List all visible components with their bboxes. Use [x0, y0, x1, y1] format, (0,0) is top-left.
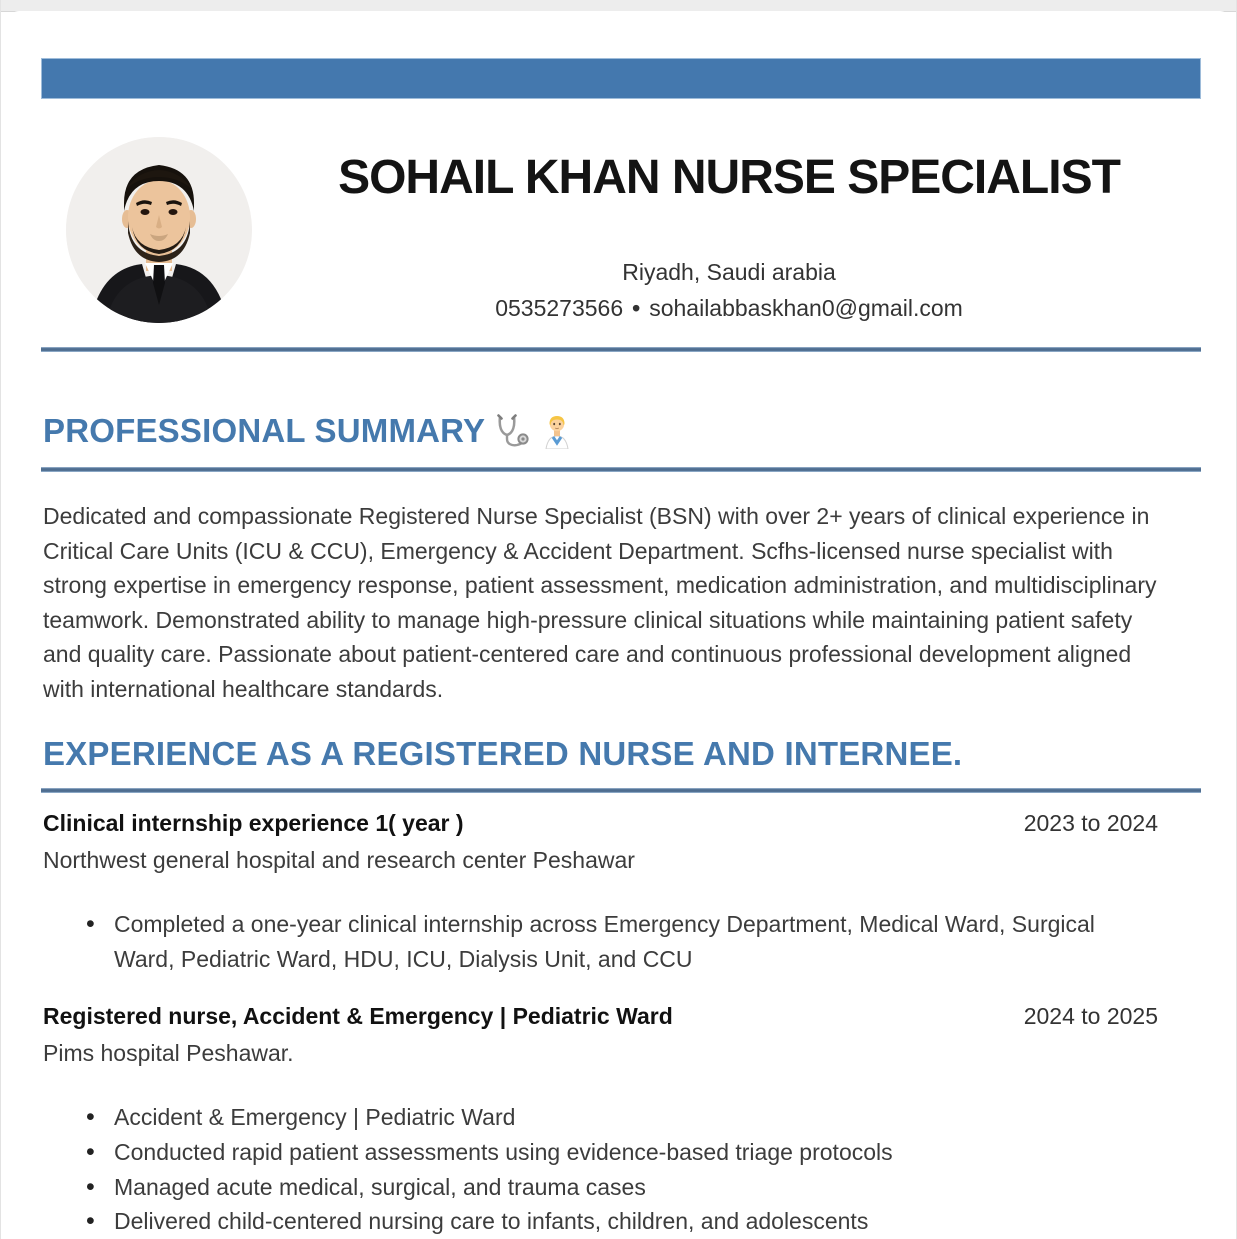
job-bullet: • Accident & Emergency | Pediatric Ward [86, 1100, 1161, 1135]
summary-heading-label: PROFESSIONAL SUMMARY [43, 412, 486, 449]
job-organization: Pims hospital Peshawar. [43, 1040, 294, 1066]
man-health-worker-icon [539, 413, 575, 449]
job-bullet-list [86, 907, 1161, 977]
job-title: Registered nurse, Accident & Emergency | Pediatric Ward [43, 1003, 673, 1029]
contact-line [279, 295, 1179, 322]
job-title: Clinical internship experience 1( year ) [43, 810, 464, 836]
portrait-illustration [66, 137, 252, 323]
experience-heading-label: EXPERIENCE AS A REGISTERED NURSE AND INTERNEE. [43, 735, 963, 772]
job-bullet: • Delivered child-centered nursing care to infants, children, and adolescents [86, 1204, 1161, 1239]
contact-separator: • [632, 295, 641, 321]
job-bullet: • Completed a one-year clinical internship across Emergency Department, Medical Ward, Surgical Ward, Pediatric Ward, HDU, ICU, Dialysis Unit, and CCU [86, 907, 1161, 977]
candidate-location: Riyadh, Saudi arabia [622, 259, 836, 285]
job-bullet: • Conducted rapid patient assessments using evidence-based triage protocols [86, 1135, 1161, 1170]
job-bullet-list [86, 1100, 1161, 1239]
job-entry-header [43, 810, 1158, 837]
header-divider-rule [41, 347, 1201, 352]
summary-section-heading [43, 412, 575, 450]
viewer-top-edge [1, 0, 1237, 12]
experience-divider-rule [41, 788, 1201, 793]
phone-number: 0535273566 [495, 295, 624, 321]
job-bullet: • Managed acute medical, surgical, and trauma cases [86, 1170, 1161, 1205]
job-dates: 2024 to 2025 [1023, 1003, 1158, 1029]
summary-paragraph: Dedicated and compassionate Registered Nurse Specialist (BSN) with over 2+ years of clinical experience in Critical Care Units (ICU & CCU), Emergency & Accident Department. Scfhs-licensed nurse specialist with strong expertise in emergency response, patient assessment, medication administration, and multidisciplinary teamwork. Demonstrated ability to manage high-pressure clinical situations while maintaining patient safety and quality care. Passionate about patient-centered care and continuous professional development aligned with international healthcare standards. [43, 503, 1157, 702]
header-accent-bar [41, 58, 1201, 99]
job-dates: 2023 to 2024 [1023, 810, 1158, 836]
profile-photo [66, 137, 252, 323]
email-address: sohailabbaskhan0@gmail.com [649, 295, 963, 321]
stethoscope-icon [492, 413, 532, 449]
experience-section-heading [43, 735, 962, 773]
summary-divider-rule [41, 467, 1201, 472]
candidate-name: SOHAIL KHAN NURSE SPECIALIST [338, 151, 1120, 204]
job-entry-header [43, 1003, 1158, 1030]
job-organization: Northwest general hospital and research center Peshawar [43, 847, 635, 873]
